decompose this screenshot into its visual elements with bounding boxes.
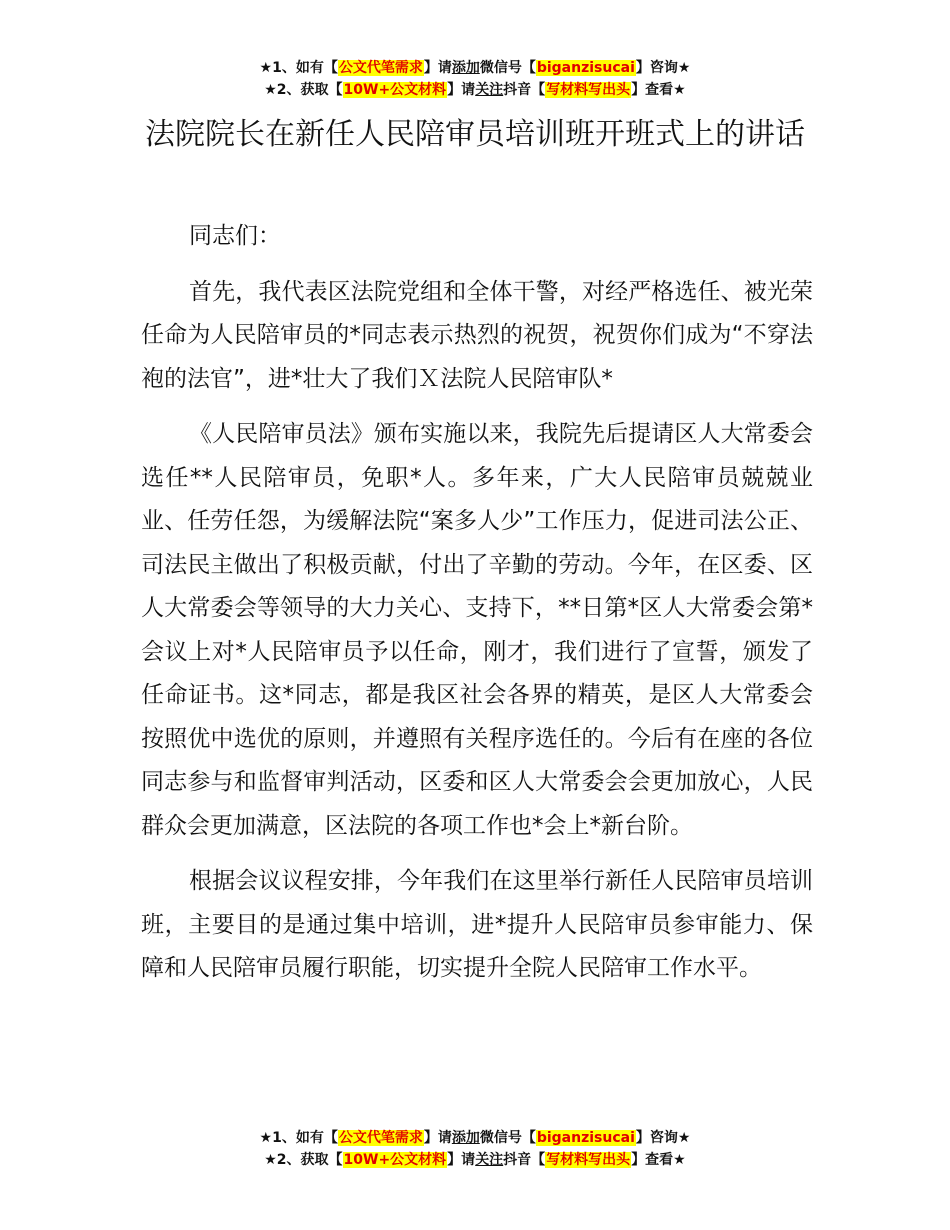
paragraph-3: 根据会议议程安排，今年我们在这里举行新任人民陪审员培训班，主要目的是通过集中培训，进*提升人民陪审员参审能力、保障和人民陪审员履行职能，切实提升全院人民陪审工作水平。 [141,868,813,981]
highlight-wechat-id: biganzisucai [536,60,635,76]
highlight-materials: 10W+公文材料 [343,82,447,98]
salutation: 同志们： [189,223,281,249]
highlight-douyin-account: 写材料写出头 [546,82,631,98]
footer-banner [0,1127,950,1171]
highlight-service: 公文代笔需求 [338,60,423,76]
banner-line-1: ★1、如有【公文代笔需求】请添加微信号【biganzisucai】咨询★ [259,60,691,76]
document-body [141,215,813,991]
header-banner [0,57,950,101]
banner-line-2: ★2、获取【10W+公文材料】请关注抖音【写材料写出头】查看★ [264,82,686,98]
highlight-service: 公文代笔需求 [338,1130,423,1146]
banner-line-1: ★1、如有【公文代笔需求】请添加微信号【biganzisucai】咨询★ [259,1130,691,1146]
highlight-douyin-account: 写材料写出头 [546,1152,631,1168]
paragraph-2: 《人民陪审员法》颁布实施以来，我院先后提请区人大常委会选任**人民陪审员，免职*人。多年来，广大人民陪审员兢兢业业、任劳任怨，为缓解法院“案多人少”工作压力，促进司法公正、司法民主做出了积极贡献，付出了辛勤的劳动。今年，在区委、区人大常委会等领导的大力关心、支持下，**日第*区人大常委会第*会议上对*人民陪审员予以任命，刚才，我们进行了宣誓，颁发了任命证书。这*同志，都是我区社会各界的精英，是区人大常委会按照优中选优的原则，并遵照有关程序选任的。今后有在座的各位同志参与和监督审判活动，区委和区人大常委会会更加放心，人民群众会更加满意，区法院的各项工作也*会上*新台阶。 [141,421,813,839]
paragraph-1: 首先，我代表区法院党组和全体干警，对经严格选任、被光荣任命为人民陪审员的*同志表示热烈的祝贺，祝贺你们成为“不穿法袍的法官”，进*壮大了我们Ｘ法院人民陪审队* [141,278,813,392]
highlight-materials: 10W+公文材料 [343,1152,447,1168]
banner-line-2: ★2、获取【10W+公文材料】请关注抖音【写材料写出头】查看★ [264,1152,686,1168]
document-title: 法院院长在新任人民陪审员培训班开班式上的讲话 [145,117,805,152]
highlight-wechat-id: biganzisucai [536,1130,635,1146]
